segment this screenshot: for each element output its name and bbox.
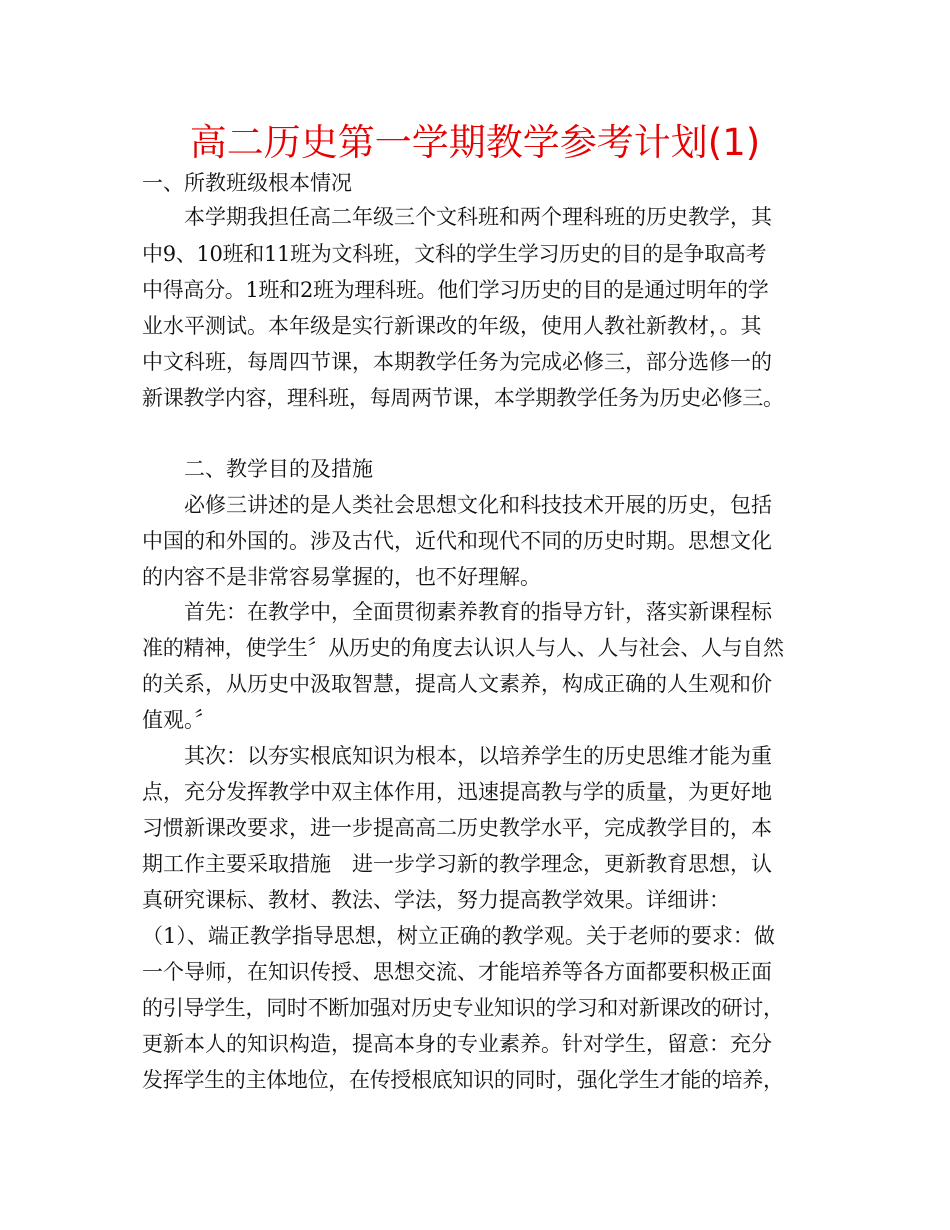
paragraph-line: 的内容不是非常容易掌握的，也不好理解。 [142, 565, 541, 589]
paragraph-line: 业水平测试。本年级是实行新课改的年级，使用人教社新教材，。其 [142, 314, 762, 338]
paragraph-line: 中文科班，每周四节课，本期教学任务为完成必修三，部分选修一的 [142, 350, 772, 374]
paragraph-line: 首先：在教学中，全面贯彻素养教育的指导方针，落实新课程标 [184, 600, 772, 624]
paragraph-line: 准的精神，使学生〞从历史的角度去认识人与人、人与社会、人与自然 [142, 636, 784, 660]
document-title: 高二历史第一学期教学参考计划(1) [189, 121, 761, 164]
paragraph-line: 必修三讲述的是人类社会思想文化和科技技术开展的历史，包括 [184, 493, 772, 517]
paragraph-line: 更新本人的知识构造，提高本身的专业素养。针对学生，留意：充分 [142, 1032, 772, 1056]
paragraph-line: 的关系，从历史中汲取智慧，提高人文素养，构成正确的人生观和价 [142, 672, 772, 696]
paragraph-line: 新课教学内容，理科班，每周两节课，本学期教学任务为历史必修三。 [142, 386, 784, 410]
paragraph-line: 中9、10班和11班为文科班，文科的学生学习历史的目的是争取高考 [142, 242, 767, 266]
paragraph-line: 期工作主要采取措施 进一步学习新的教学理念，更新教育思想，认 [142, 852, 772, 876]
paragraph-line: 中国的和外国的。涉及古代，近代和现代不同的历史时期。思想文化 [142, 529, 772, 553]
section-heading-1: 一、所教班级根本情况 [142, 171, 352, 195]
section-heading-2: 二、教学目的及措施 [184, 457, 373, 481]
paragraph-line: 其次：以夯实根底知识为根本，以培养学生的历史思维才能为重 [184, 744, 772, 768]
paragraph-line: 真研究课标、教材、教法、学法，努力提高教学效果。详细讲： [142, 888, 730, 912]
paragraph-line: 值观。〞 [142, 708, 216, 732]
paragraph-line: 习惯新课改要求，进一步提高高二历史教学水平，完成教学目的，本 [142, 816, 772, 840]
paragraph-line: 中得高分。1班和2班为理科班。他们学习历史的目的是通过明年的学 [142, 278, 769, 302]
paragraph-line: 的引导学生，同时不断加强对历史专业知识的学习和对新课改的研讨， [142, 996, 784, 1020]
paragraph-line: 点，充分发挥教学中双主体作用，迅速提高教与学的质量，为更好地 [142, 780, 772, 804]
paragraph-line: （1）、端正教学指导思想，树立正确的教学观。关于老师的要求：做 [142, 924, 775, 948]
paragraph-line: 一个导师，在知识传授、思想交流、才能培养等各方面都要积极正面 [142, 960, 772, 984]
paragraph-line: 发挥学生的主体地位，在传授根底知识的同时，强化学生才能的培养， [142, 1068, 784, 1092]
paragraph-line: 本学期我担任高二年级三个文科班和两个理科班的历史教学，其 [184, 205, 772, 229]
